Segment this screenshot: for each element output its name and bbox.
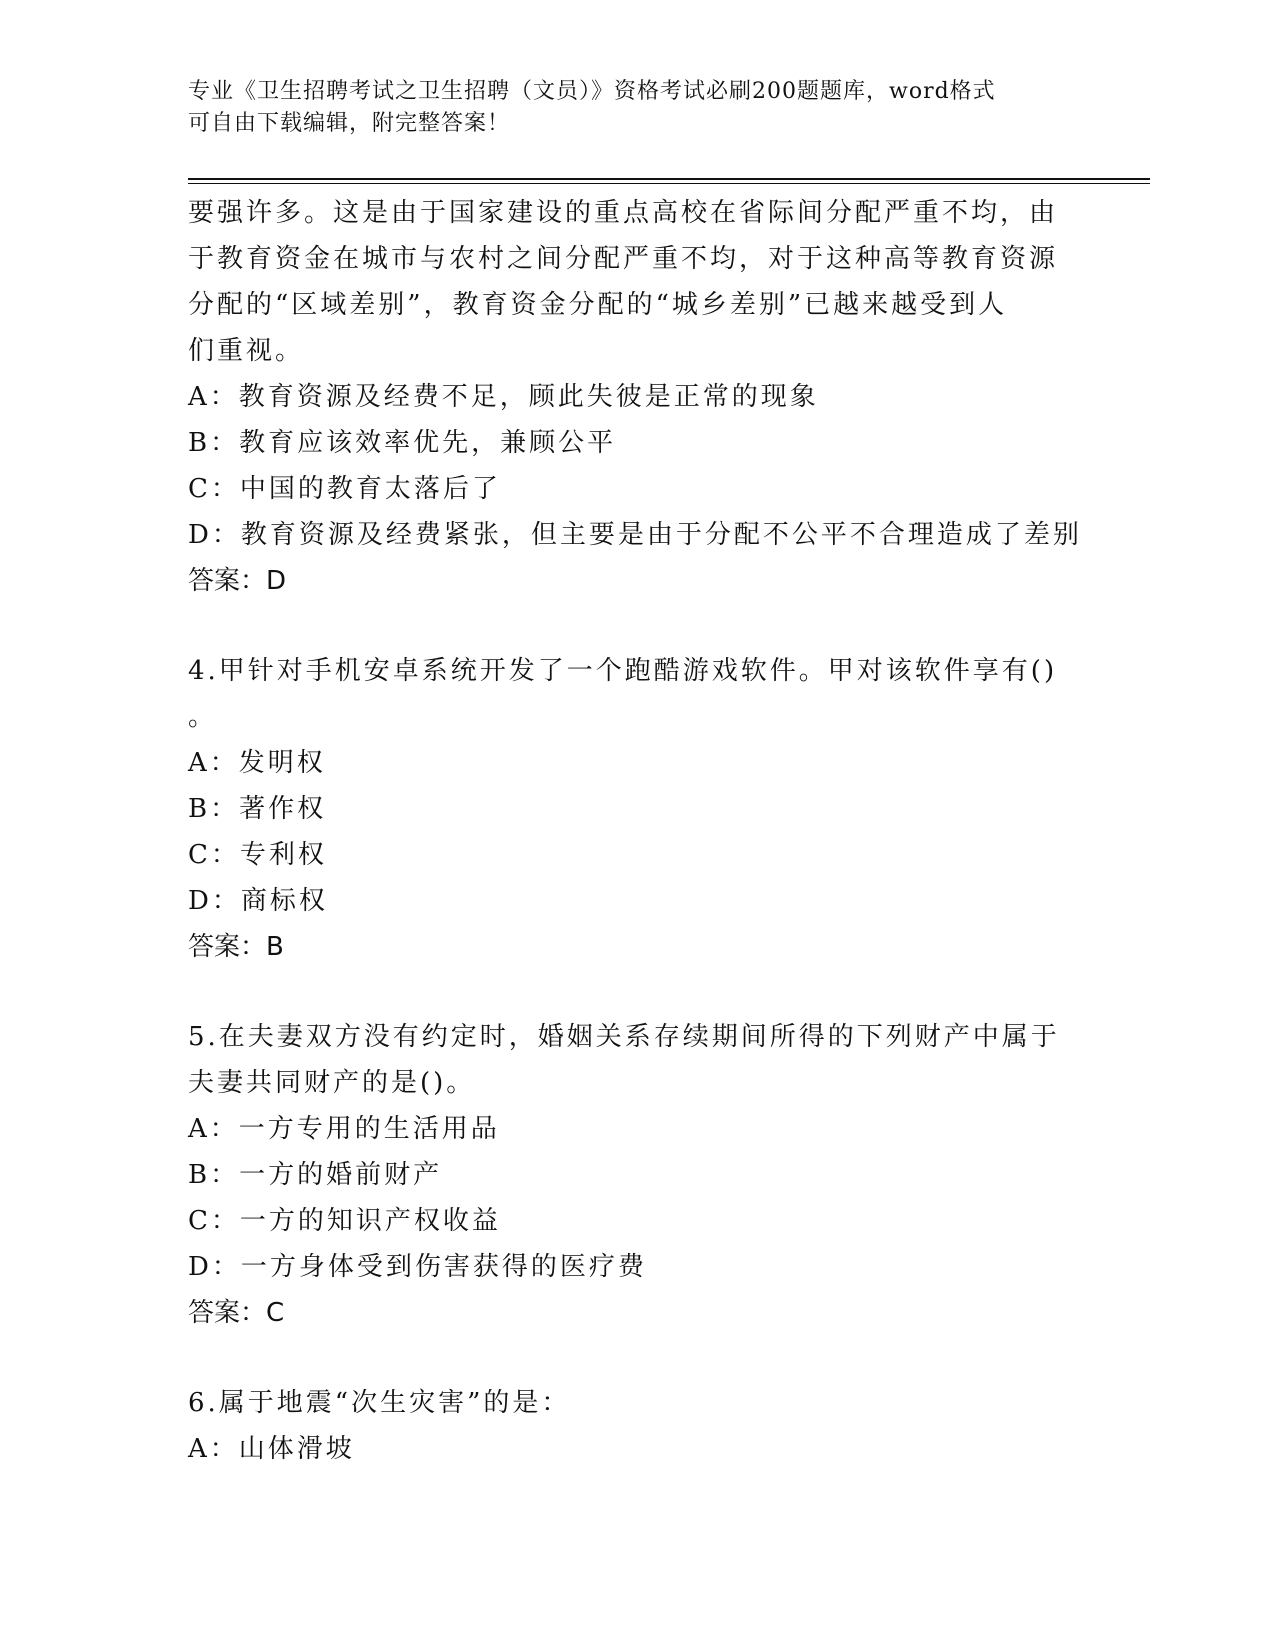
option-c: C：一方的知识产权收益 [188,1206,501,1236]
option-a: A：教育资源及经费不足，顾此失彼是正常的现象 [188,382,819,412]
option-b: B：教育应该效率优先，兼顾公平 [188,428,617,458]
option-d: D：教育资源及经费紧张，但主要是由于分配不公平不合理造成了差别 [188,520,1082,550]
spacer [188,970,1088,1014]
question-text-line: 4.甲针对手机安卓系统开发了一个跑酷游戏软件。甲对该软件享有() [188,656,1058,686]
header-rule-thin [188,183,1150,184]
answer-label: 答案：C [188,1298,285,1328]
answer-label: 答案：D [188,566,287,596]
spacer [188,1336,1088,1380]
question-text-line: 。 [188,702,218,732]
option-a: A：发明权 [188,748,326,778]
spacer [188,604,1088,648]
option-c: C：中国的教育太落后了 [188,474,501,504]
answer-label: 答案：B [188,932,284,962]
option-c: C：专利权 [188,840,327,870]
header-rule-thick [188,178,1150,180]
question-text-line: 们重视。 [188,336,305,366]
option-d: D：商标权 [188,886,328,916]
question-content [188,190,1088,1472]
question-text-line: 6.属于地震“次生灾害”的是： [188,1388,571,1418]
option-d: D：一方身体受到伤害获得的医疗费 [188,1252,647,1282]
question-text-line: 要强许多。这是由于国家建设的重点高校在省际间分配严重不均，由 [188,198,1059,228]
question-4-block [188,648,1088,970]
question-6-block [188,1380,1088,1472]
option-a: A：一方专用的生活用品 [188,1114,500,1144]
question-text-line: 分配的“区域差别”，教育资金分配的“城乡差别”已越来越受到人 [188,290,1008,320]
question-5-block [188,1014,1088,1336]
option-b: B：一方的婚前财产 [188,1160,443,1190]
option-a: A：山体滑坡 [188,1434,355,1464]
header-line-2: 可自由下载编辑，附完整答案！ [188,111,511,136]
page-header [188,76,1088,140]
question-text-line: 于教育资金在城市与农村之间分配严重不均，对于这种高等教育资源 [188,244,1059,274]
option-b: B：著作权 [188,794,327,824]
question-text-line: 5.在夫妻双方没有约定时，婚姻关系存续期间所得的下列财产中属于 [188,1022,1060,1052]
header-line-1: 专业《卫生招聘考试之卫生招聘（文员）》资格考试必刷200题题库，word格式 [188,79,996,104]
question-text-line: 夫妻共同财产的是()。 [188,1068,476,1098]
question-3-block [188,190,1088,604]
